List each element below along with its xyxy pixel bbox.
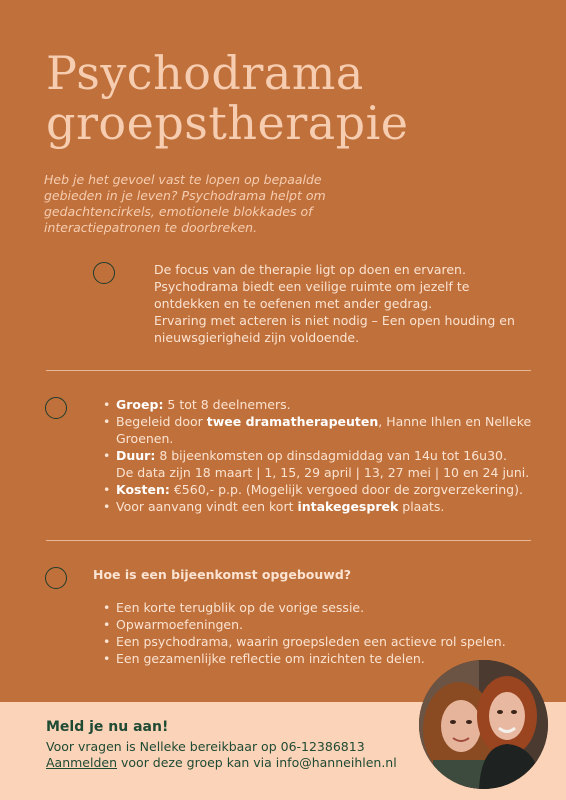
therapists-photo [419,660,548,789]
list-item-intake: • Voor aanvang vindt een kort intakegesprek plaats. [116,498,536,515]
list-item: • Een psychodrama, waarin groepsleden een actieve rol spelen. [116,633,536,650]
list-item: • Een gezamenlijke reflectie om inzichten te delen. [116,650,536,667]
list-item-begeleid: • Begeleid door twee dramatherapeuten, Hanne Ihlen en Nelleke Groenen. [116,413,536,447]
contact-line: Voor vragen is Nelleke bereikbaar op 06-12386813 [46,739,365,754]
circle-outline-icon [45,567,67,589]
circle-outline-icon [45,397,67,419]
photo-illustration [419,660,548,789]
page-title [46,48,409,148]
focus-paragraph: De focus van de therapie ligt op doen en ervaren. Psychodrama biedt een veilige ruimte om jezelf te ontdekken en te oefenen met ander gedrag. [154,262,470,311]
divider [46,370,531,371]
duur-dates: De data zijn 18 maart | 1, 15, 29 april | 13, 27 mei | 10 en 24 juni. [116,465,530,480]
title-line-2: groepstherapie [46,96,409,150]
circle-outline-icon [93,262,115,284]
info-list [116,396,536,515]
list-item-kosten: • Kosten: €560,- p.p. (Mogelijk vergoed door de zorgverzekering). [116,481,536,498]
session-heading: Hoe is een bijeenkomst opgebouwd? [93,567,352,582]
list-item: • Opwarmoefeningen. [116,616,536,633]
intro-text: Heb je het gevoel vast te lopen op bepaalde gebieden in je leven? Psychodrama helpt om gedachtencirkels, emotionele blokkades of interactiepatronen te doorbreken. [44,172,326,235]
list-item-groep: • Groep: 5 tot 8 deelnemers. [116,396,536,413]
signup-line: Aanmelden voor deze groep kan via info@hanneihlen.nl [46,755,397,770]
divider [46,540,531,541]
focus-paragraph: Ervaring met acteren is niet nodig – Een open houding en nieuwsgierigheid zijn voldoende. [154,313,515,345]
title-line-1: Psychodrama [46,46,364,100]
list-item-duur: • Duur: 8 bijeenkomsten op dinsdagmiddag van 14u tot 16u30. De data zijn 18 maart | 1, 15, 29 april | 13, 27 mei | 10 en 24 juni. [116,447,536,481]
list-item: • Een korte terugblik op de vorige sessie. [116,599,536,616]
focus-text [154,261,534,346]
cta-heading: Meld je nu aan! [46,719,169,735]
signup-link[interactable]: Aanmelden [46,755,118,770]
session-list [116,599,536,667]
